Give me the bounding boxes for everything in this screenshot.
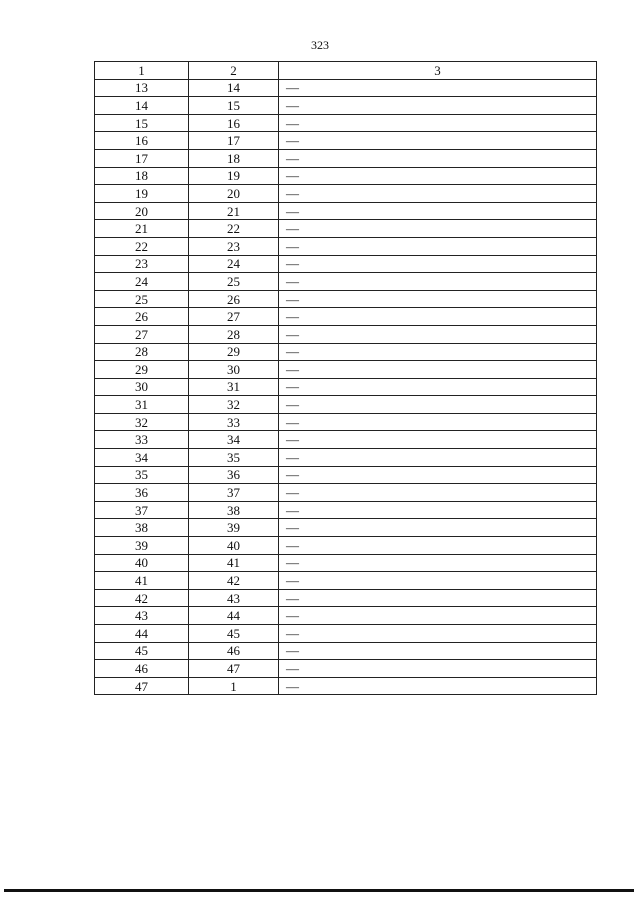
table-cell-col-3: — xyxy=(279,361,597,379)
table-cell-col-1: 31 xyxy=(95,396,189,414)
table-cell-col-1: 40 xyxy=(95,554,189,572)
table-cell-col-1: 26 xyxy=(95,308,189,326)
table-row xyxy=(95,572,597,590)
table-cell-col-2: 17 xyxy=(189,132,279,150)
table-cell-col-1: 19 xyxy=(95,185,189,203)
table-cell-col-3: — xyxy=(279,325,597,343)
table-cell-col-3: — xyxy=(279,185,597,203)
table-cell-col-2: 27 xyxy=(189,308,279,326)
table-cell-col-3: — xyxy=(279,202,597,220)
table-row xyxy=(95,343,597,361)
table-cell-col-1: 42 xyxy=(95,589,189,607)
table-cell-col-2: 36 xyxy=(189,466,279,484)
table-cell-col-2: 18 xyxy=(189,149,279,167)
table-cell-col-1: 27 xyxy=(95,325,189,343)
table-cell-col-3: — xyxy=(279,449,597,467)
table-cell-col-3: — xyxy=(279,484,597,502)
table-cell-col-1: 39 xyxy=(95,537,189,555)
table-cell-col-1: 43 xyxy=(95,607,189,625)
table-row xyxy=(95,625,597,643)
table-cell-col-3: — xyxy=(279,378,597,396)
table-row xyxy=(95,501,597,519)
table-cell-col-2: 43 xyxy=(189,589,279,607)
table-cell-col-2: 19 xyxy=(189,167,279,185)
table-cell-col-3: — xyxy=(279,97,597,115)
table-row xyxy=(95,484,597,502)
table-cell-col-2: 16 xyxy=(189,114,279,132)
table-cell-col-2: 46 xyxy=(189,642,279,660)
table-cell-col-1: 18 xyxy=(95,167,189,185)
table-cell-col-1: 32 xyxy=(95,413,189,431)
table-cell-col-2: 1 xyxy=(189,677,279,695)
table-cell-col-1: 24 xyxy=(95,273,189,291)
table-row xyxy=(95,537,597,555)
table-cell-col-3: — xyxy=(279,519,597,537)
table-row xyxy=(95,308,597,326)
table-cell-col-1: 17 xyxy=(95,149,189,167)
table-cell-col-1: 15 xyxy=(95,114,189,132)
table-row xyxy=(95,97,597,115)
table-row xyxy=(95,325,597,343)
table-cell-col-2: 31 xyxy=(189,378,279,396)
table-cell-col-1: 41 xyxy=(95,572,189,590)
table-cell-col-3: — xyxy=(279,466,597,484)
table-row xyxy=(95,361,597,379)
table-cell-col-3: — xyxy=(279,413,597,431)
table-row xyxy=(95,660,597,678)
table-cell-col-2: 39 xyxy=(189,519,279,537)
table-cell-col-2: 28 xyxy=(189,325,279,343)
table-cell-col-1: 21 xyxy=(95,220,189,238)
table-cell-col-3: — xyxy=(279,308,597,326)
table-row xyxy=(95,607,597,625)
table-cell-col-2: 26 xyxy=(189,290,279,308)
table-cell-col-2: 21 xyxy=(189,202,279,220)
table-cell-col-2: 45 xyxy=(189,625,279,643)
table-cell-col-2: 23 xyxy=(189,237,279,255)
table-cell-col-3: — xyxy=(279,167,597,185)
table-cell-col-3: — xyxy=(279,572,597,590)
table-row xyxy=(95,167,597,185)
table-row xyxy=(95,677,597,695)
table-row xyxy=(95,378,597,396)
table-cell-col-3: — xyxy=(279,132,597,150)
table-cell-col-2: 15 xyxy=(189,97,279,115)
table-cell-col-2: 29 xyxy=(189,343,279,361)
table-cell-col-3: — xyxy=(279,589,597,607)
table-body xyxy=(95,79,597,695)
table-cell-col-2: 35 xyxy=(189,449,279,467)
column-header-3: 3 xyxy=(279,62,597,80)
table-row xyxy=(95,255,597,273)
table-row xyxy=(95,273,597,291)
table-row xyxy=(95,589,597,607)
table-cell-col-2: 33 xyxy=(189,413,279,431)
table-row xyxy=(95,114,597,132)
table-cell-col-1: 47 xyxy=(95,677,189,695)
table-row xyxy=(95,202,597,220)
table-row xyxy=(95,519,597,537)
table-cell-col-3: — xyxy=(279,114,597,132)
table-cell-col-3: — xyxy=(279,149,597,167)
table-row xyxy=(95,466,597,484)
table-cell-col-2: 30 xyxy=(189,361,279,379)
table-cell-col-1: 34 xyxy=(95,449,189,467)
table-cell-col-2: 32 xyxy=(189,396,279,414)
table-cell-col-1: 25 xyxy=(95,290,189,308)
table-cell-col-3: — xyxy=(279,343,597,361)
column-header-2: 2 xyxy=(189,62,279,80)
table-cell-col-3: — xyxy=(279,79,597,97)
table-cell-col-1: 30 xyxy=(95,378,189,396)
table-cell-col-3: — xyxy=(279,554,597,572)
table-cell-col-1: 14 xyxy=(95,97,189,115)
table-cell-col-3: — xyxy=(279,625,597,643)
table-cell-col-1: 35 xyxy=(95,466,189,484)
table-cell-col-2: 34 xyxy=(189,431,279,449)
table-cell-col-2: 37 xyxy=(189,484,279,502)
table-row xyxy=(95,431,597,449)
table-row xyxy=(95,149,597,167)
page-number: 323 xyxy=(311,38,329,52)
table-cell-col-3: — xyxy=(279,660,597,678)
table-cell-col-1: 33 xyxy=(95,431,189,449)
table-cell-col-2: 38 xyxy=(189,501,279,519)
column-header-1: 1 xyxy=(95,62,189,80)
table-cell-col-2: 41 xyxy=(189,554,279,572)
data-table xyxy=(94,61,597,695)
table-row xyxy=(95,396,597,414)
table-header-row xyxy=(95,62,597,80)
table-cell-col-1: 13 xyxy=(95,79,189,97)
table-cell-col-3: — xyxy=(279,273,597,291)
table-cell-col-3: — xyxy=(279,677,597,695)
table-row xyxy=(95,554,597,572)
table-row xyxy=(95,132,597,150)
table-cell-col-3: — xyxy=(279,290,597,308)
table-cell-col-1: 37 xyxy=(95,501,189,519)
table-cell-col-3: — xyxy=(279,237,597,255)
table-cell-col-2: 40 xyxy=(189,537,279,555)
table-row xyxy=(95,642,597,660)
table-cell-col-3: — xyxy=(279,607,597,625)
table-cell-col-2: 24 xyxy=(189,255,279,273)
table-cell-col-3: — xyxy=(279,537,597,555)
table-row xyxy=(95,79,597,97)
table-cell-col-2: 25 xyxy=(189,273,279,291)
table-cell-col-1: 46 xyxy=(95,660,189,678)
table-cell-col-2: 42 xyxy=(189,572,279,590)
table-cell-col-3: — xyxy=(279,501,597,519)
table-row xyxy=(95,185,597,203)
table-cell-col-3: — xyxy=(279,255,597,273)
table-row xyxy=(95,220,597,238)
bottom-rule xyxy=(4,889,634,892)
table-cell-col-1: 38 xyxy=(95,519,189,537)
table-cell-col-1: 36 xyxy=(95,484,189,502)
table-row xyxy=(95,237,597,255)
table-cell-col-3: — xyxy=(279,220,597,238)
table-cell-col-2: 47 xyxy=(189,660,279,678)
table-cell-col-1: 22 xyxy=(95,237,189,255)
table-cell-col-1: 44 xyxy=(95,625,189,643)
table-cell-col-1: 16 xyxy=(95,132,189,150)
table-cell-col-1: 29 xyxy=(95,361,189,379)
table-cell-col-3: — xyxy=(279,642,597,660)
table-cell-col-2: 20 xyxy=(189,185,279,203)
table-cell-col-2: 44 xyxy=(189,607,279,625)
table-row xyxy=(95,413,597,431)
table-cell-col-1: 45 xyxy=(95,642,189,660)
table-row xyxy=(95,290,597,308)
table-cell-col-2: 22 xyxy=(189,220,279,238)
table-cell-col-3: — xyxy=(279,431,597,449)
table-cell-col-1: 28 xyxy=(95,343,189,361)
table-row xyxy=(95,449,597,467)
table-cell-col-1: 23 xyxy=(95,255,189,273)
table-cell-col-3: — xyxy=(279,396,597,414)
table-cell-col-2: 14 xyxy=(189,79,279,97)
table-cell-col-1: 20 xyxy=(95,202,189,220)
